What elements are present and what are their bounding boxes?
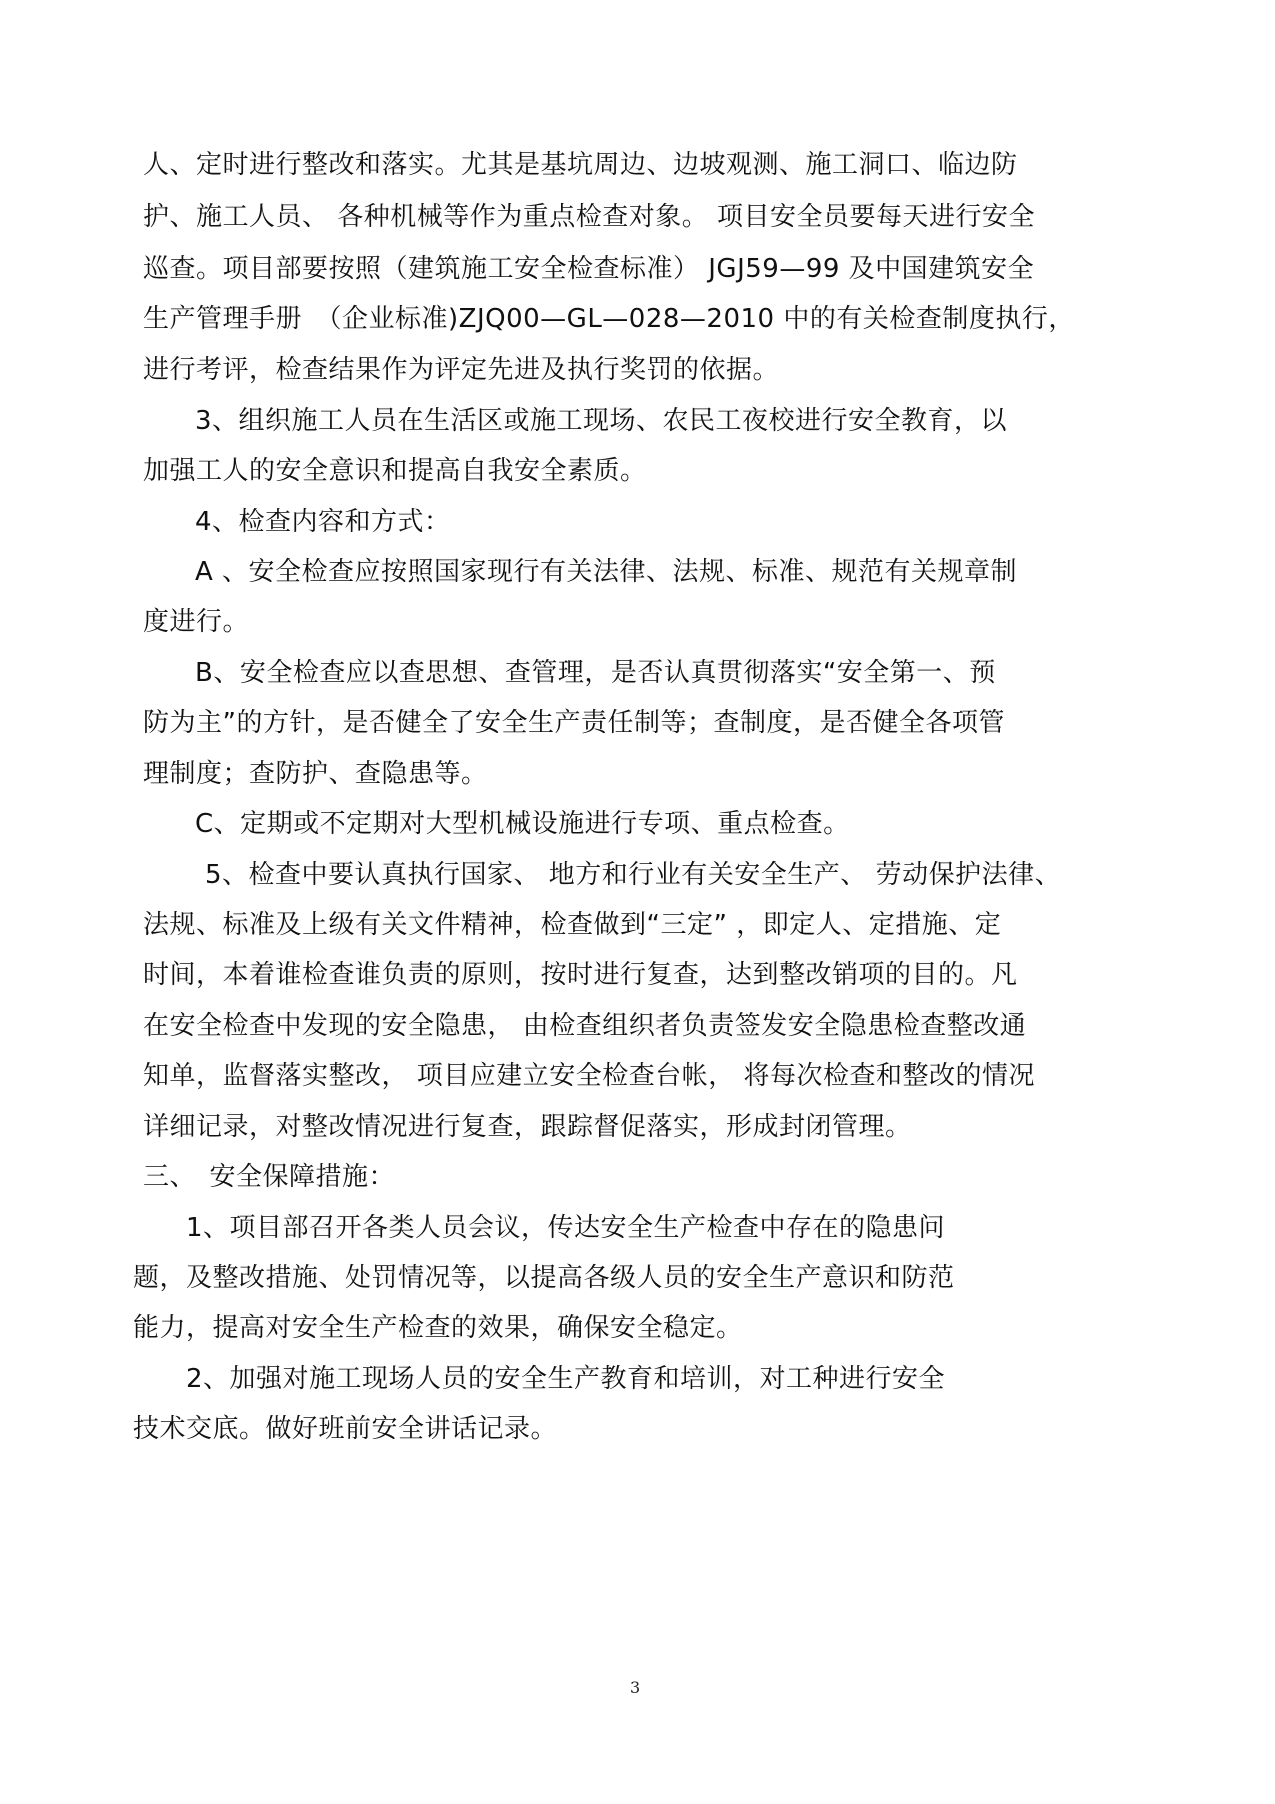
text-line: 度进行。: [143, 607, 250, 637]
text-line: C、定期或不定期对大型机械设施进行专项、重点检查。: [195, 809, 850, 839]
text-line: 3、组织施工人员在生活区或施工现场、农民工夜校进行安全教育，以: [195, 406, 1008, 436]
text-line: 巡查。项目部要按照（建筑施工安全检查标准） JGJ59—99 及中国建筑安全: [143, 254, 1035, 284]
text-line: 详细记录，对整改情况进行复查，跟踪督促落实，形成封闭管理。: [143, 1112, 912, 1142]
text-line: 在安全检查中发现的安全隐患， 由检查组织者负责签发安全隐患检查整改通: [143, 1011, 1027, 1041]
text-line: 理制度；查防护、查隐患等。: [143, 759, 488, 789]
text-line: 法规、标准及上级有关文件精神，检查做到“三定” ，即定人、定措施、定: [143, 910, 1002, 940]
text-line: 技术交底。做好班前安全讲话记录。: [133, 1414, 558, 1444]
text-line: A 、安全检查应按照国家现行有关法律、法规、标准、规范有关规章制: [195, 557, 1018, 587]
text-line: 防为主”的方针，是否健全了安全生产责任制等；查制度，是否健全各项管: [143, 708, 1005, 738]
text-line: 人、定时进行整改和落实。尤其是基坑周边、边坡观测、施工洞口、临边防: [143, 150, 1018, 180]
text-line: 1、项目部召开各类人员会议，传达安全生产检查中存在的隐患问: [186, 1213, 946, 1243]
text-line: 加强工人的安全意识和提高自我安全素质。: [143, 456, 647, 486]
text-line: 护、施工人员、 各种机械等作为重点检查对象。 项目安全员要每天进行安全: [143, 202, 1036, 232]
page-number: 3: [630, 1678, 641, 1697]
section-heading: 三、 安全保障措施：: [143, 1162, 396, 1192]
text-line: 时间，本着谁检查谁负责的原则，按时进行复查，达到整改销项的目的。凡: [143, 960, 1018, 990]
text-line: 2、加强对施工现场人员的安全生产教育和培训，对工种进行安全: [186, 1364, 946, 1394]
text-line: 4、检查内容和方式：: [195, 507, 451, 537]
text-line: B、安全检查应以查思想、查管理，是否认真贯彻落实“安全第一、预: [195, 658, 996, 688]
text-line: 进行考评，检查结果作为评定先进及执行奖罚的依据。: [143, 355, 780, 385]
text-line: 题，及整改措施、处罚情况等，以提高各级人员的安全生产意识和防范: [133, 1263, 955, 1293]
text-line: 生产管理手册 （企业标准)ZJQ00—GL—028—2010 中的有关检查制度执行，: [143, 304, 1075, 334]
text-line: 能力，提高对安全生产检查的效果，确保安全稳定。: [133, 1313, 743, 1343]
text-line: 5、检查中要认真执行国家、 地方和行业有关安全生产、 劳动保护法律、: [205, 860, 1062, 890]
text-line: 知单，监督落实整改， 项目应建立安全检查台帐， 将每次检查和整改的情况: [143, 1061, 1036, 1091]
